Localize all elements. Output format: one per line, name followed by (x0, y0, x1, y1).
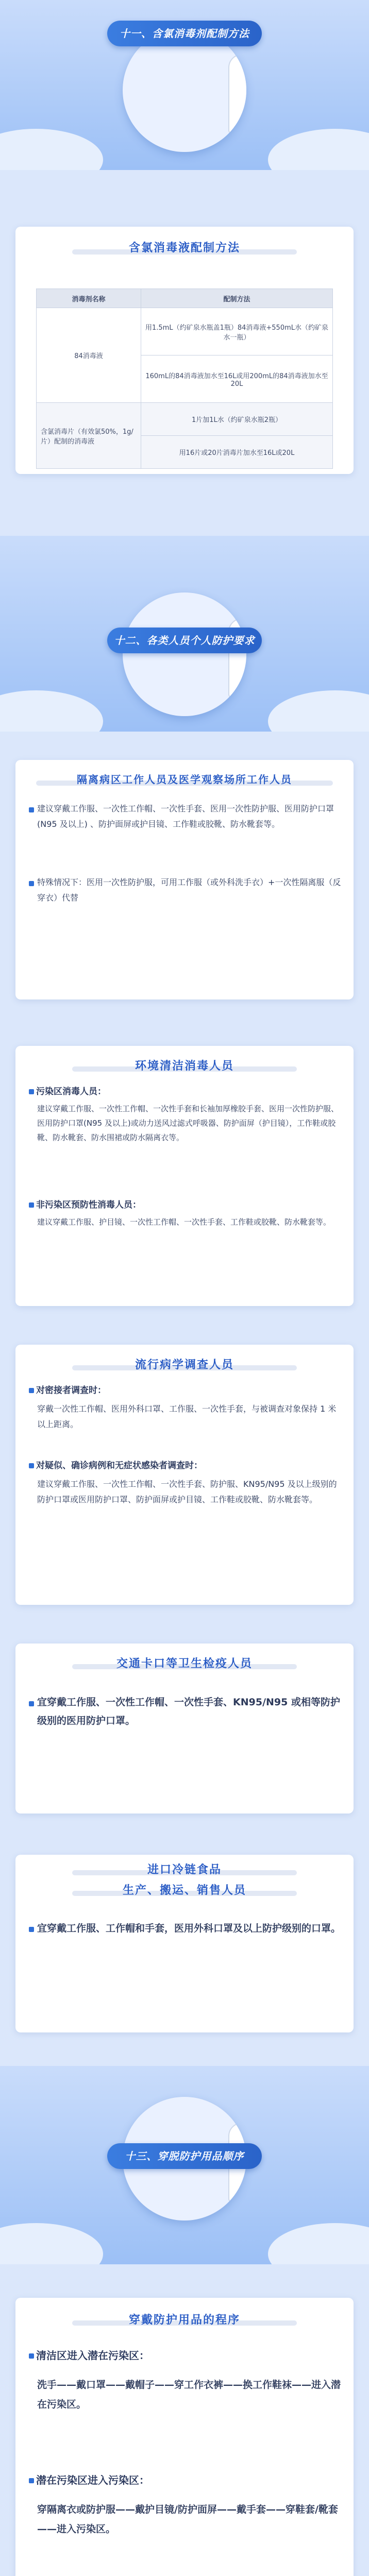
paragraph: 穿隔离衣或防护服——戴护目镜/防护面屏——戴手套——穿鞋套/靴套——进入污染区。 (37, 2504, 338, 2535)
bullet-icon (29, 1463, 34, 1468)
section-12-banner (0, 536, 369, 732)
table-header: 消毒剂名称 (37, 289, 141, 308)
subheading: 对密接者调查时： (36, 1385, 106, 1396)
paragraph: 特殊情况下：医用一次性防护服，可用工作服（或外科洗手衣）+一次性隔离服（反穿衣）代替 (37, 877, 341, 903)
bullet-icon (29, 2353, 34, 2359)
card-title: 交通卡口等卫生检疫人员 (116, 1657, 253, 1670)
cloud-decoration (0, 129, 103, 170)
cloud-decoration (0, 690, 103, 732)
paragraph: 建议穿戴工作服、护目镜、一次性工作帽、一次性手套、工作鞋或胶靴、防水靴套等。 (37, 1217, 331, 1227)
section-ribbon: 十一、含氯消毒剂配制方法 (107, 21, 262, 46)
coldchain-card (15, 1855, 354, 2032)
illustration-circle (123, 592, 246, 716)
table-cell: 1片加1L水（约矿泉水瓶2瓶） (141, 403, 333, 436)
paragraph: 宜穿戴工作服、工作帽和手套，医用外科口罩及以上防护级别的口罩。 (37, 1923, 341, 1934)
paragraph: 洗手——戴口罩——戴帽子——穿工作衣裤——换工作鞋袜——进入潜在污染区。 (37, 2379, 341, 2410)
doctor-illustration (228, 54, 246, 133)
card-title: 隔离病区工作人员及医学观察场所工作人员 (77, 773, 292, 786)
subheading: 对疑似、确诊病例和无症状感染者调查时： (36, 1461, 203, 1471)
cloud-decoration (268, 2223, 369, 2264)
table-cell: 160mL的84消毒液加水至16L或用200mL的84消毒液加水至20L (141, 355, 333, 403)
card-title: 含氯消毒液配制方法 (128, 242, 240, 255)
section-ribbon: 十三、穿脱防护用品顺序 (107, 2143, 262, 2169)
section-ribbon: 十二、各类人员个人防护要求 (107, 628, 262, 653)
cloud-decoration (0, 2223, 103, 2264)
bullet-icon (29, 1927, 34, 1932)
dilution-card (15, 227, 354, 474)
card-title: 环境清洁消毒人员 (135, 1060, 234, 1073)
paragraph: 宜穿戴工作服、一次性工作帽、一次性手套、KN95/N95 或相等防护级别的医用防护口罩。 (37, 1697, 340, 1726)
bullet-icon (29, 881, 34, 886)
bullet-icon (29, 1388, 34, 1393)
subheading: 非污染区预防性消毒人员： (36, 1200, 141, 1210)
table-cell: 84消毒液 (37, 308, 141, 403)
paragraph: 建议穿戴工作服、一次性工作帽、一次性手套、医用一次性防护服、医用防护口罩(N95 及以上) 、防护面屏或护目镜、工作鞋或胶靴、防水靴套等。 (37, 804, 334, 829)
bullet-icon (29, 1701, 34, 1706)
paragraph: 建议穿戴工作服、一次性工作帽、一次性手套和长袖加厚橡胶手套、医用一次性防护服、医用防护口罩(N95 及以上)或动力送风过滤式呼吸器、防护面屏（护目镜），工作鞋或胶靴、防水靴套、防水围裙或防水隔离衣等。 (37, 1104, 339, 1142)
section-13-banner (0, 2066, 369, 2264)
paragraph: 穿戴一次性工作帽、医用外科口罩、工作服、一次性手套，与被调查对象保持 1 米以上距离。 (37, 1404, 337, 1429)
cloud-decoration (268, 690, 369, 732)
bullet-icon (29, 2478, 34, 2483)
cleaning-card (15, 1046, 354, 1306)
card-title: 进口冷链食品 (147, 1863, 222, 1876)
section-11-banner (0, 0, 369, 170)
table-cell: 用1.5mL（约矿泉水瓶盖1瓶）84消毒液+550mL水（约矿泉水一瓶） (141, 308, 333, 355)
isolation-card (15, 760, 354, 999)
epidemiology-card (15, 1345, 354, 1605)
card-title: 穿戴防护用品的程序 (128, 2314, 240, 2327)
checkpoint-card (15, 1643, 354, 1814)
paragraph: 建议穿戴工作服、一次性工作帽、一次性手套、防护服、KN95/N95 及以上级别的防护口罩或医用防护口罩、防护面屏或护目镜、工作鞋或胶靴、防水靴套等。 (37, 1479, 337, 1504)
card-subtitle: 生产、搬运、销售人员 (122, 1884, 246, 1897)
subheading: 污染区消毒人员： (36, 1087, 106, 1097)
bullet-icon (29, 1089, 34, 1094)
illustration-circle (123, 28, 246, 152)
subheading: 潜在污染区进入污染区： (36, 2474, 149, 2486)
bullet-icon (29, 1202, 34, 1208)
bullet-icon (29, 807, 34, 812)
table-header: 配制方法 (141, 289, 333, 308)
dilution-table (36, 289, 333, 469)
table-cell: 用16片或20片消毒片加水至16L或20L (141, 436, 333, 469)
table-cell: 含氯消毒片（有效氯50%，1g/片）配制的消毒液 (37, 403, 141, 469)
subheading: 清洁区进入潜在污染区： (36, 2349, 149, 2362)
cloud-decoration (268, 129, 369, 170)
donning-card (15, 2298, 354, 2576)
card-title: 流行病学调查人员 (135, 1359, 234, 1371)
